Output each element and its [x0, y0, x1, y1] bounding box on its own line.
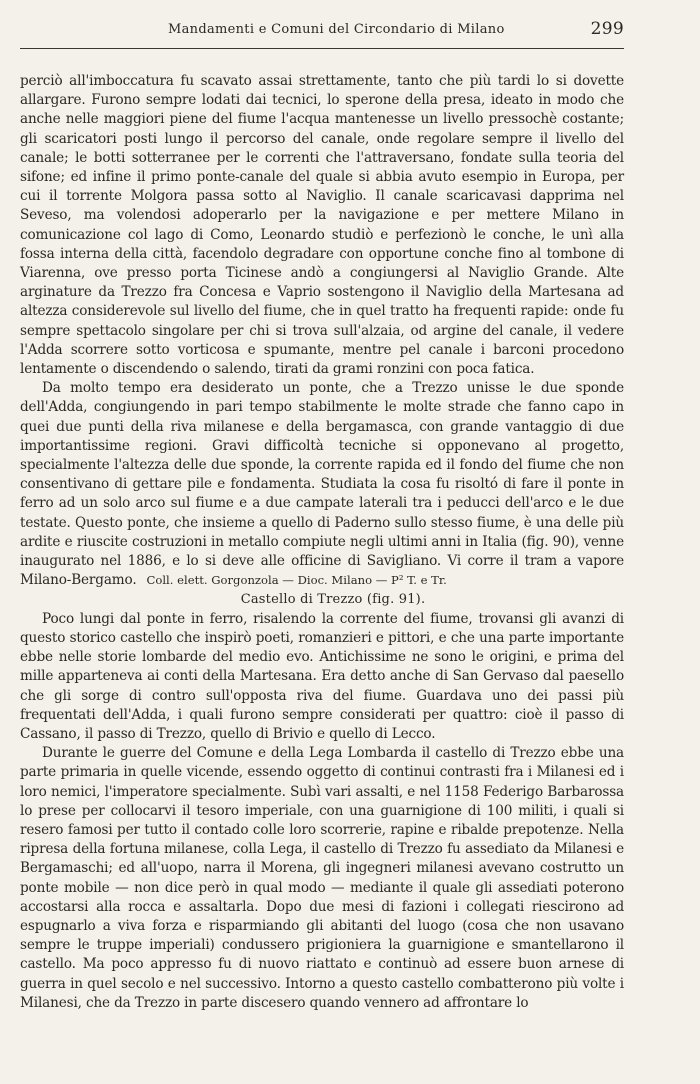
paragraph: perciò all'imboccatura fu scavato assai strettamente, tanto che più tardi lo si dovette allargare. Furono sempre lodati dai tecnici, lo sperone della presa, ideato in modo che anche nelle maggiori piene del fiume l'acqua mantenesse un livello pressochè costante; gli scaricatori posti lungo il percorso del canale, onde regolare sempre il livello del canale; le botti sotterranee per le correnti che l'attraversano, fondate sulla teoria del sifone; ed infine il primo ponte-canale del quale si abbia avuto esempio in Europa, per cui il torrente Molgora passa sotto al Naviglio. Il canale scaricavasi dapprima nel Seveso, ma volendosi adoperarlo per la navigazione e per mettere Milano in comunicazione col lago di Como, Leonardo studiò e perfezionò le conche, le unì alla fossa interna della città, facendolo degradare con opportune conche fino al tombone di Viarenna, ove presso porta Ticinese andò a congiungersi al Naviglio Grande. Alte arginature da Trezzo fra Concesa e Vaprio sostengono il Naviglio della Martesana ad altezza considerevole sul livello del fiume, che in quel tratto ha frequenti rapide: onde fu sempre spettacolo singolare per chi si trova sull'alzaia, od argine del canale, il vedere l'Adda scorrere sotto vorticosa e spumante, mentre pel canale i barconi procedono lentamente o discendendo o salendo, tirati da grami ronzini con poca fatica.	[20, 73, 624, 378]
paragraph	[20, 379, 624, 590]
administrative-note: Coll. elett. Gorgonzola — Dioc. Milano — P² T. e Tr.	[146, 573, 447, 588]
page-header	[20, 19, 624, 42]
header-rule	[20, 48, 624, 49]
paragraph: Durante le guerre del Comune e della Lega Lombarda il castello di Trezzo ebbe una parte primaria in quelle vicende, essendo oggetto di continui contrasti fra i Milanesi ed i loro nemici, l'imperatore specialmente. Subì vari assalti, e nel 1158 Federigo Barbarossa lo prese per collocarvi il tesoro imperiale, con una guarnigione di 100 militi, i quali si resero famosi per tutto il contado colle loro scorrerie, rapine e ribalde prepotenze. Nella ripresa della fortuna milanese, colla Lega, il castello di Trezzo fu assediato da Milanesi e Bergamaschi; ed all'uopo, narra il Morena, gli ingegneri milanesi avevano costrutto un ponte mobile — non dice però in qual modo — mediante il quale gli assediati poterono accostarsi alla rocca e assaltarla. Dopo due mesi di fazioni i collegati riescirono ad espugnarlo a viva forza e risparmiando gli abitanti del luogo (cosa che non usavano sempre le truppe imperiali) condussero prigioniera la guarnigione e smantellarono il castello. Ma poco appresso fu di nuovo riattato e continuò ad essere buon arnese di guerra in quel secolo e nel successivo. Intorno a questo castello combatterono più volte i Milanesi, che da Trezzo in parte discesero quando vennero ad affrontare lo	[20, 745, 624, 1011]
paragraph: Poco lungi dal ponte in ferro, risalendo la corrente del fiume, trovansi gli avanzi di questo storico castello che inspirò poeti, romanzieri e pittori, e che una parte importante ebbe nelle storie lombarde del medio evo. Antichissime ne sono le origini, e prima del mille apparteneva ai conti della Martesana. Era detto anche di San Gervaso dal paesello che gli sorge di contro sull'opposta riva del fiume. Guardava uno dei passi più frequentati dell'Adda, i quali furono sempre considerati per quattro: cioè il passo di Cassano, il passo di Trezzo, quello di Brivio e quello di Lecco.	[20, 610, 624, 742]
page-number: 299	[590, 19, 624, 39]
paragraph-text: Da molto tempo era desiderato un ponte, che a Trezzo unisse le due sponde dell'Adda, congiungendo in pari tempo stabilmente le molte strade che fanno capo in quei due punti della riva milanese e della bergamasca, con grande vantaggio di due importantissime regioni. Gravi difficoltà tecniche si opponevano al progetto, specialmente l'altezza delle due sponde, la corrente rapida ed il fondo del fiume che non consentivano di gettare pile e fondamenta. Studiata la cosa fu risoltó di fare il ponte in ferro ad un solo arco sul fiume e a due campate laterali tra i peducci dell'arco e le due testate. Questo ponte, che insieme a quello di Paderno sullo stesso fiume, è una delle più ardite e riuscite costruzioni in metallo compiute negli ultimi anni in Italia (fig. 90), venne inaugurato nel 1886, e lo si deve alle officine di Savigliano. Vi corre il tram a vapore Milano-Bergamo.	[20, 380, 624, 589]
body-text	[20, 72, 624, 1013]
section-title: Castello di Trezzo (fig. 91).	[240, 592, 426, 608]
running-title: Mandamenti e Comuni del Circondario di Milano	[168, 22, 505, 37]
